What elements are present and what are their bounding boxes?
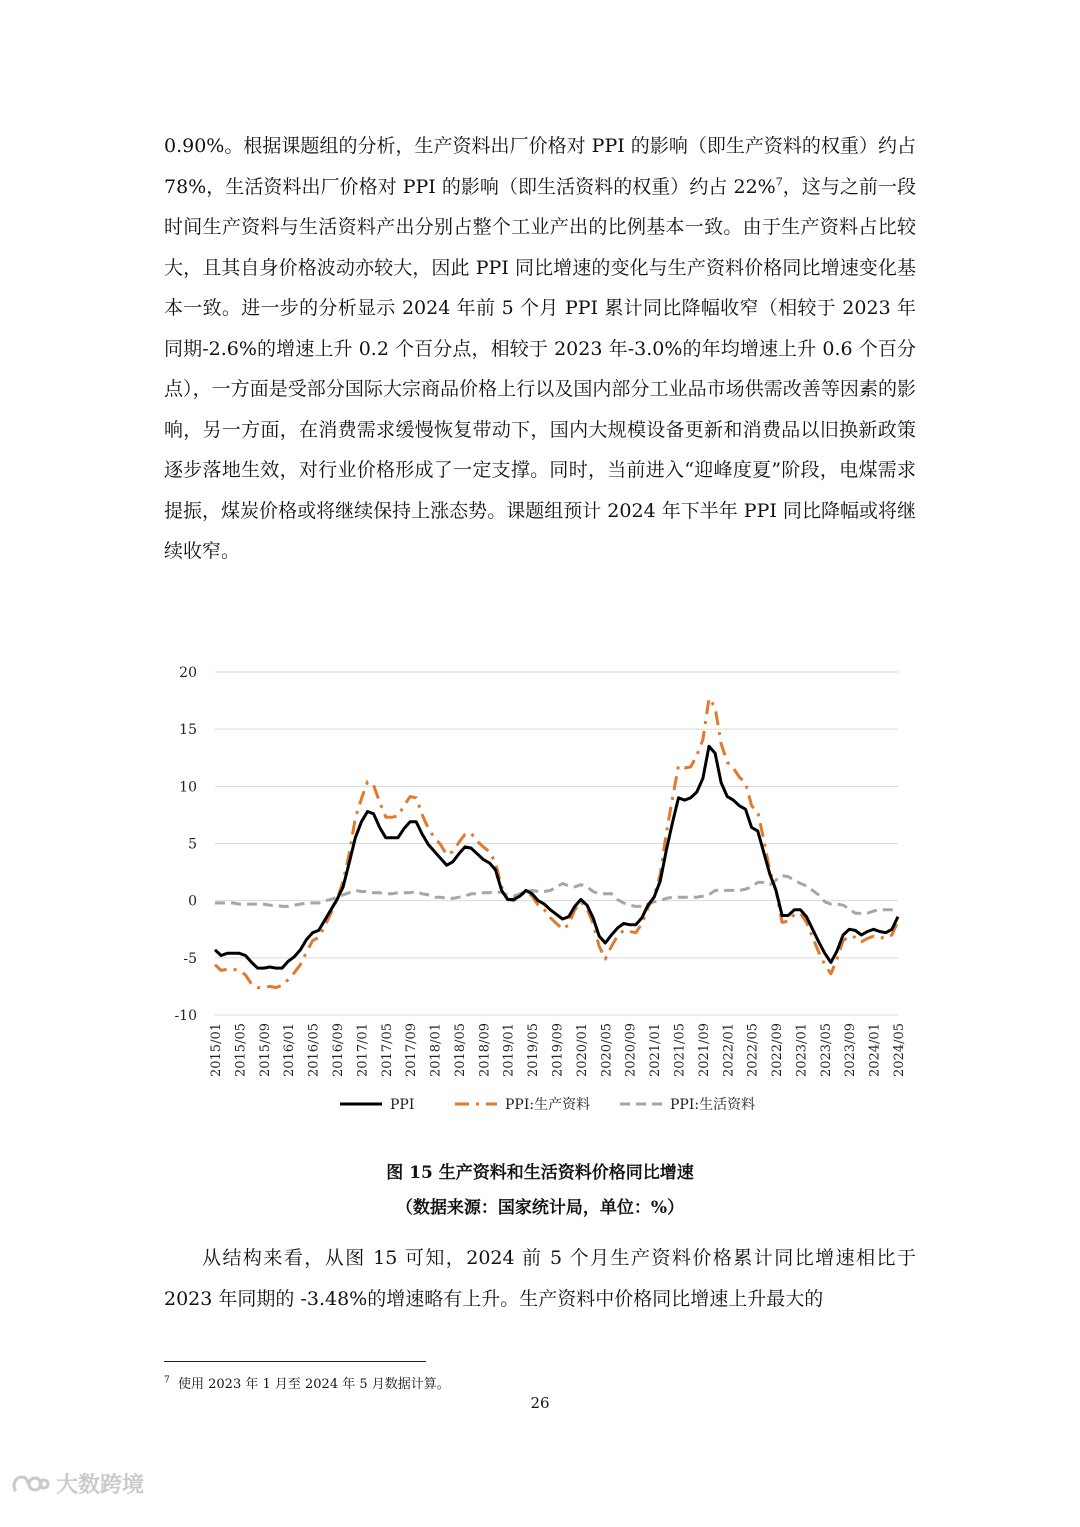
x-tick-label: 2020/09 <box>623 1023 639 1078</box>
x-tick-label: 2017/09 <box>404 1023 420 1078</box>
paragraph-text-1: 0.90%。根据课题组的分析，生产资料出厂价格对 PPI 的影响（即生产资料的权重）约占 78%，生活资料出厂价格对 PPI 的影响（即生活资料的权重）约占 22% <box>164 135 916 198</box>
x-tick-label: 2023/01 <box>794 1023 810 1078</box>
x-tick-label: 2015/09 <box>257 1023 273 1078</box>
x-tick-label: 2016/05 <box>306 1023 322 1078</box>
footnote <box>164 1373 450 1392</box>
x-tick-label: 2016/09 <box>330 1023 346 1078</box>
y-tick-label: 5 <box>188 836 197 853</box>
footnote-text: 使用 2023 年 1 月至 2024 年 5 月数据计算。 <box>178 1377 450 1392</box>
figure-caption: 图 15 生产资料和生活资料价格同比增速 <box>386 1163 694 1183</box>
x-tick-label: 2018/01 <box>428 1023 444 1078</box>
footnote-ref[interactable]: 7 <box>775 175 783 189</box>
legend-label: PPI:生活资料 <box>670 1097 756 1113</box>
watermark-text: 大数跨境 <box>56 1473 145 1498</box>
y-axis-ticks <box>174 665 197 1024</box>
x-tick-label: 2019/01 <box>501 1023 517 1078</box>
series-line-PPI:生活资料 <box>215 876 898 914</box>
x-tick-label: 2017/05 <box>379 1023 395 1078</box>
watermark <box>10 1468 144 1499</box>
chart-legend <box>340 1096 755 1113</box>
watermark-logo-icon <box>10 1471 50 1497</box>
body-paragraph <box>164 126 916 572</box>
x-tick-label: 2016/01 <box>282 1023 298 1078</box>
paragraph-text-2: ，这与之前一段时间生产资料与生活资料产出分别占整个工业产出的比例基本一致。由于生产资料占比较大，且其自身价格波动亦较大，因此 PPI 同比增速的变化与生产资料价格同比增速变化基本一致。进一步的分析显示 2024 年前 5 个月 PPI 累计同比降幅收窄（相较于 2023 年同期-2.6%的增速上升 0.2 个百分点，相较于 2023 年-3.0%的年均增速上升 0.6 个百分点），一方面是受部分国际大宗商品价格上行以及国内部分工业品市场供需改善等因素的影响，另一方面，在消费需求缓慢恢复带动下，国内大规模设备更新和消费品以旧换新政策逐步落地生效，对行业价格形成了一定支撑。同时，当前进入“迎峰度夏”阶段，电煤需求提振，煤炭价格或将继续保持上涨态势。课题组预计 2024 年下半年 PPI 同比降幅或将继续收窄。 <box>164 175 916 562</box>
x-tick-label: 2022/05 <box>745 1023 761 1078</box>
figure-source: （数据来源：国家统计局，单位：%） <box>395 1198 685 1218</box>
ppi-line-chart <box>150 650 930 1120</box>
x-tick-label: 2018/05 <box>452 1023 468 1078</box>
footnote-marker: 7 <box>164 1375 170 1386</box>
x-tick-label: 2021/01 <box>648 1023 664 1078</box>
x-tick-label: 2020/05 <box>599 1023 615 1078</box>
legend-label: PPI:生产资料 <box>505 1097 591 1113</box>
x-tick-label: 2019/09 <box>550 1023 566 1078</box>
x-tick-label: 2018/09 <box>477 1023 493 1078</box>
series-line-PPI <box>215 746 898 968</box>
chart-gridlines <box>215 672 898 1015</box>
x-tick-label: 2019/05 <box>526 1023 542 1078</box>
x-tick-label: 2023/05 <box>818 1023 834 1078</box>
y-tick-label: -5 <box>183 950 197 967</box>
x-tick-label: 2015/01 <box>209 1023 224 1078</box>
x-tick-label: 2024/01 <box>867 1023 883 1078</box>
series-line-PPI:生产资料 <box>215 698 898 987</box>
page-number: 26 <box>530 1394 550 1412</box>
y-tick-label: -10 <box>174 1008 197 1024</box>
y-tick-label: 15 <box>179 722 197 739</box>
chart-series <box>215 698 898 987</box>
x-tick-label: 2022/01 <box>721 1023 737 1078</box>
body-paragraph-2: 从结构来看，从图 15 可知，2024 前 5 个月生产资料价格累计同比增速相比于 2023 年同期的 -3.48%的增速略有上升。生产资料中价格同比增速上升最大的 <box>164 1247 916 1310</box>
x-tick-label: 2022/09 <box>770 1023 786 1078</box>
x-tick-label: 2024/05 <box>892 1023 907 1078</box>
y-tick-label: 10 <box>179 779 197 796</box>
x-axis-ticks <box>209 1023 907 1077</box>
x-tick-label: 2017/01 <box>355 1023 371 1078</box>
x-tick-label: 2021/09 <box>696 1023 712 1078</box>
x-tick-label: 2023/09 <box>843 1023 859 1078</box>
y-tick-label: 0 <box>188 893 197 910</box>
x-tick-label: 2015/05 <box>233 1023 249 1078</box>
x-tick-label: 2020/01 <box>574 1023 590 1078</box>
y-tick-label: 20 <box>179 665 197 681</box>
footnote-divider <box>164 1361 426 1362</box>
legend-label: PPI <box>390 1097 415 1113</box>
x-tick-label: 2021/05 <box>672 1023 688 1078</box>
